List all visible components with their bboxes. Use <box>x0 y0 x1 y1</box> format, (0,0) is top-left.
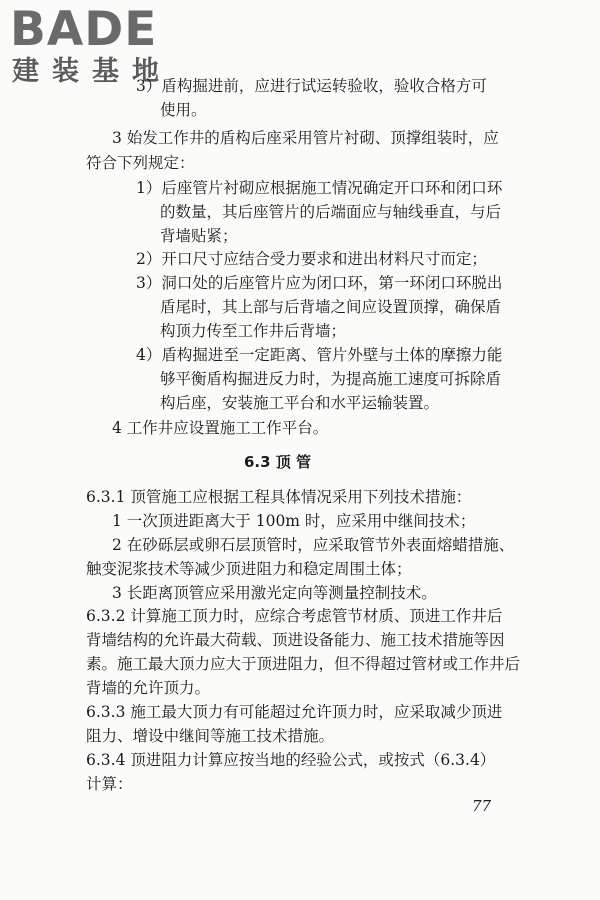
logo-subtitle: 建装基地 <box>12 56 172 87</box>
text-line: 背墙的允许顶力。 <box>86 679 211 697</box>
section-heading: 6.3 顶 管 <box>244 453 312 471</box>
text-line: 背墙结构的允许最大荷载、顶进设备能力、施工技术措施等因 <box>86 631 505 649</box>
text-line: 符合下列规定： <box>86 154 195 172</box>
text-line: 2）开口尺寸应结合受力要求和进出材料尺寸而定； <box>136 250 487 268</box>
text-line: 1）后座管片衬砌应根据施工情况确定开口环和闭口环 <box>136 179 503 197</box>
text-line: 6.3.1 顶管施工应根据工程具体情况采用下列技术措施： <box>86 488 472 506</box>
text-line: 3）洞口处的后座管片应为闭口环，第一环闭口环脱出 <box>136 274 503 292</box>
logo-brand: BADE <box>10 2 158 57</box>
text-line: 4）盾构掘进至一定距离、管片外壁与土体的摩擦力能 <box>136 346 503 364</box>
text-line: 触变泥浆技术等减少顶进阻力和稳定周围土体； <box>86 560 412 578</box>
text-line: 构顶力传至工作井后背墙； <box>160 322 347 340</box>
page-number: 77 <box>472 797 492 815</box>
text-line: 够平衡盾构掘进反力时，为提高施工速度可拆除盾 <box>160 370 502 388</box>
text-line: 素。施工最大顶力应大于顶进阻力，但不得超过管材或工作井后 <box>86 655 521 673</box>
text-line: 3）盾构掘进前，应进行试运转验收，验收合格方可 <box>136 77 487 95</box>
text-line: 背墙贴紧； <box>160 227 238 245</box>
text-line: 3 始发工作井的盾构后座采用管片衬砌、顶撑组装时，应 <box>112 129 499 147</box>
text-line: 4 工作井应设置施工工作平台。 <box>112 419 329 437</box>
text-line: 使用。 <box>160 101 207 119</box>
text-line: 6.3.4 顶进阻力计算应按当地的经验公式，或按式（6.3.4） <box>86 751 496 769</box>
text-line: 构后座，安装施工平台和水平运输装置。 <box>160 394 440 412</box>
text-line: 6.3.2 计算施工顶力时，应综合考虑管节材质、顶进工作井后 <box>86 607 503 625</box>
text-line: 阻力、增设中继间等施工技术措施。 <box>86 727 335 745</box>
text-line: 1 一次顶进距离大于 100m 时，应采用中继间技术； <box>112 512 476 530</box>
text-line: 2 在砂砾层或卵石层顶管时，应采取管节外表面熔蜡措施、 <box>112 536 515 554</box>
text-line: 的数量，其后座管片的后端面应与轴线垂直，与后 <box>160 203 502 221</box>
text-line: 3 长距离顶管应采用激光定向等测量控制技术。 <box>112 584 437 602</box>
text-line: 6.3.3 施工最大顶力有可能超过允许顶力时，应采取减少顶进 <box>86 703 503 721</box>
text-line: 计算： <box>86 775 133 793</box>
text-line: 盾尾时，其上部与后背墙之间应设置顶撑，确保盾 <box>160 298 502 316</box>
